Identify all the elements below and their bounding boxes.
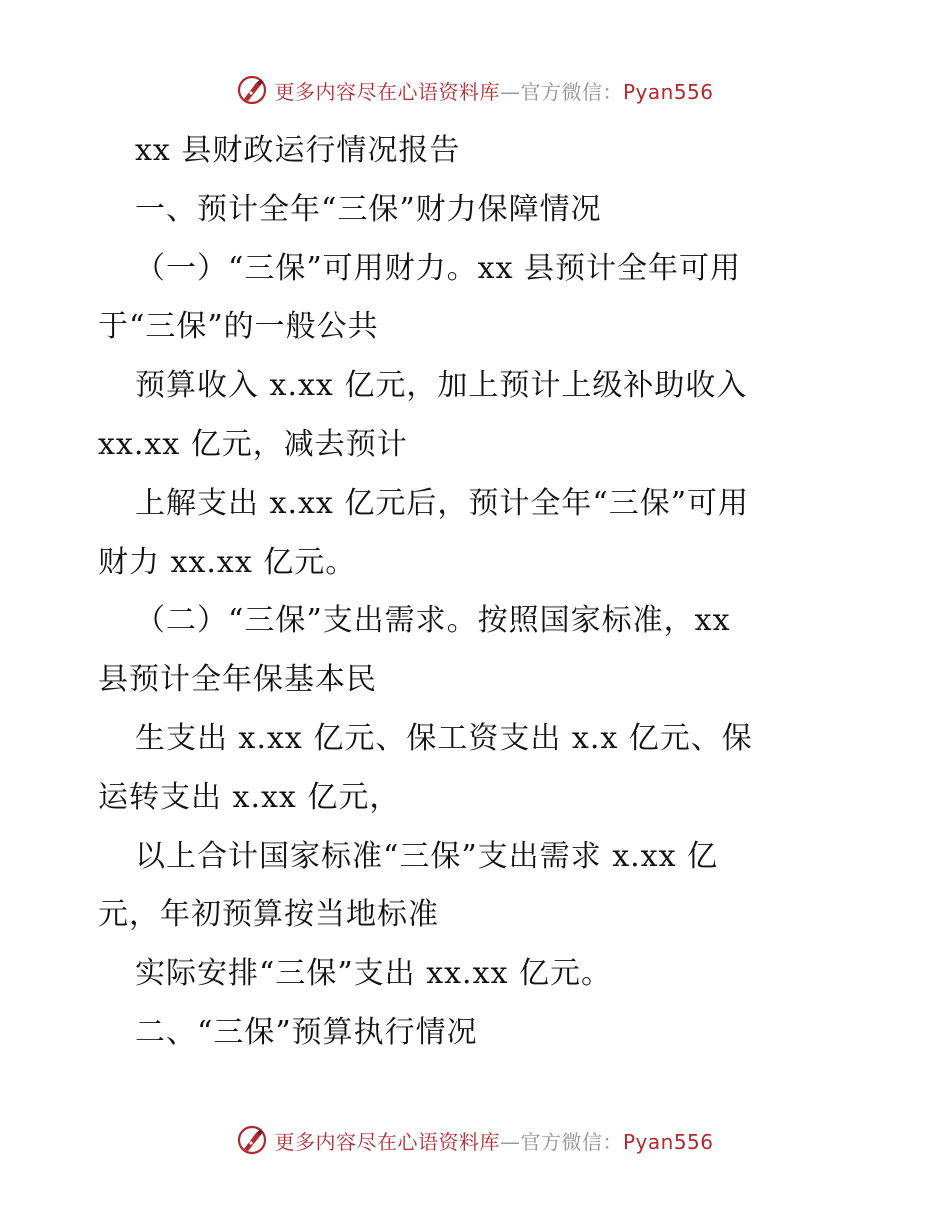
paragraph-line: xx 县财政运行情况报告 bbox=[135, 133, 461, 168]
banner-main-text: 更多内容尽在心语资料库 bbox=[274, 79, 500, 104]
paragraph-line: 县预计全年保基本民 bbox=[98, 662, 377, 698]
paragraph-line: 预算收入 x.xx 亿元，加上预计上级补助收入 bbox=[135, 368, 748, 404]
banner-wechat-label: 官方微信： bbox=[520, 1129, 623, 1154]
banner-wechat-id: Pyan556 bbox=[622, 1129, 714, 1154]
paragraph-line: 元，年初预算按当地标准 bbox=[98, 897, 439, 933]
header-banner bbox=[0, 70, 950, 110]
banner-wechat-id: Pyan556 bbox=[622, 79, 714, 104]
paragraph-line: 实际安排“三保”支出 xx.xx 亿元。 bbox=[135, 956, 612, 992]
banner-main-text: 更多内容尽在心语资料库 bbox=[274, 1129, 500, 1154]
paragraph-line: xx.xx 亿元，减去预计 bbox=[98, 426, 408, 462]
paragraph-line: 一、预计全年“三保”财力保障情况 bbox=[135, 191, 602, 227]
banner-wechat-label: 官方微信： bbox=[520, 79, 623, 104]
paragraph-line: 运转支出 x.xx 亿元， bbox=[98, 779, 401, 815]
banner-dash: — bbox=[499, 1129, 521, 1154]
footer-banner bbox=[0, 1120, 950, 1160]
paragraph-line: 于“三保”的一般公共 bbox=[98, 309, 379, 345]
paragraph-line: 以上合计国家标准“三保”支出需求 x.xx 亿 bbox=[135, 838, 719, 874]
paragraph-line: （二）“三保”支出需求。按照国家标准，xx bbox=[135, 603, 731, 639]
paragraph-line: 二、“三保”预算执行情况 bbox=[135, 1014, 478, 1050]
document-body bbox=[98, 122, 858, 1063]
banner-text bbox=[274, 76, 713, 105]
paragraph-line: 生支出 x.xx 亿元、保工资支出 x.x 亿元、保 bbox=[135, 720, 753, 756]
pen-nib-logo-icon bbox=[236, 74, 268, 106]
paragraph-line: 上解支出 x.xx 亿元后，预计全年“三保”可用 bbox=[135, 485, 750, 521]
paragraph-line: （一）“三保”可用财力。xx 县预计全年可用 bbox=[135, 250, 742, 286]
banner-text bbox=[274, 1126, 713, 1155]
banner-dash: — bbox=[499, 79, 521, 104]
paragraph-line: 财力 xx.xx 亿元。 bbox=[98, 544, 357, 580]
pen-nib-logo-icon bbox=[236, 1124, 268, 1156]
